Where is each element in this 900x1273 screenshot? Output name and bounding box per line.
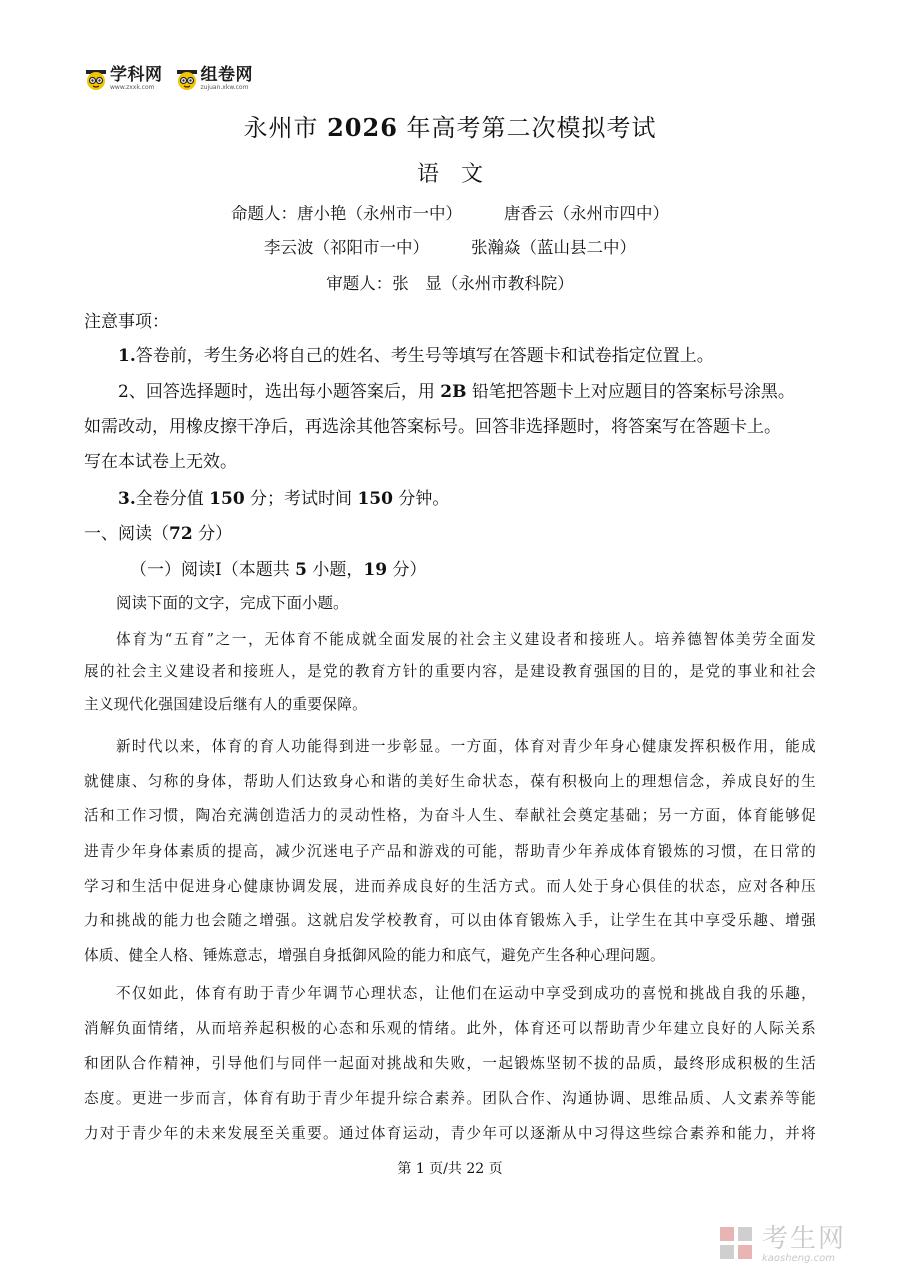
section-heading (84, 519, 232, 544)
total-time: 150 (357, 489, 393, 509)
passage-line: 力和挑战的能力也会随之增强。这就启发学校教育，可以由体育锻炼入手，让学生在其中享受乐趣、增强 (84, 912, 816, 929)
zxxk-logo-url: www.zxxk.com (110, 84, 155, 91)
notice-item-2-line-3: 写在本试卷上无效。 (84, 452, 237, 472)
notice-item-1-number: 1. (118, 346, 136, 366)
passage-line: 态度。更进一步而言，体育有助于青少年提升综合素养。团队合作、沟通协调、思维品质、人文素养等能 (84, 1090, 816, 1107)
watermark-url: kaosheng.com (762, 1252, 835, 1264)
notice-item-2 (118, 377, 795, 402)
notice-item-3-number: 3. (118, 489, 136, 509)
subsection-post: 分） (387, 560, 427, 580)
notice-item-1-text: 答卷前，考生务必将自己的姓名、考生号等填写在答题卡和试卷指定位置上。 (135, 346, 714, 366)
subsection-pre: （一）阅读Ⅰ（本题共 (130, 560, 296, 580)
mascot-face-icon (84, 67, 108, 91)
authors-label: 命题人： (231, 204, 297, 223)
subsection-mid: 小题， (306, 560, 364, 580)
author-1: 唐小艳（永州市一中） (297, 204, 462, 223)
notice-item-1 (118, 341, 714, 366)
authors-line-2 (0, 234, 900, 258)
passage-line: 学习和生活中促进身心健康协调发展，进而养成良好的生活方式。而人处于身心俱佳的状态，应对各种压 (84, 878, 816, 895)
passage-line: 新时代以来，体育的育人功能得到进一步彰显。一方面，体育对青少年身心健康发挥积极作用，能成 (116, 738, 816, 755)
subject-title: 语文 (416, 162, 505, 187)
notice-heading: 注意事项： (84, 312, 169, 332)
title-year: 2026 (327, 113, 398, 142)
zxxk-logo-name: 学科网 (110, 65, 163, 85)
page-number: 第 1 页/共 22 页 (397, 1161, 503, 1177)
zujuan-logo-url: zujuan.xkw.com (200, 84, 249, 91)
kaosheng-watermark (718, 1224, 888, 1264)
passage-line: 和团队合作精神，引导他们与同伴一起面对挑战和失败，一起锻炼坚韧不拔的品质，最终形成积极的生活 (84, 1055, 816, 1072)
section-score: 72 (169, 524, 193, 544)
notice-item-3 (118, 484, 449, 509)
watermark-name: 考生网 (762, 1223, 847, 1254)
authors-line-1 (0, 200, 900, 224)
notice-item-2-line-2: 如需改动，用橡皮擦干净后，再选涂其他答案标号。回答非选择题时，将答案写在答题卡上。 (84, 417, 781, 437)
section-heading-post: 分） (192, 524, 233, 544)
passage-line: 就健康、匀称的身体，帮助人们达致身心和谐的美好生命状态，葆有积极向上的理想信念，养成良好的生 (84, 773, 816, 790)
notice-item-2-post: 铅笔把答题卡上对应题目的答案标号涂黑。 (466, 382, 795, 402)
passage-line: 力对于青少年的未来发展至关重要。通过体育运动，青少年可以逐渐从中习得这些综合素养和能力，并将 (84, 1125, 816, 1142)
kaosheng-logo-icon (718, 1225, 756, 1263)
section-heading-pre: 一、阅读（ (84, 524, 169, 544)
zujuan-logo (175, 66, 254, 91)
passage-line: 不仅如此，体育有助于青少年调节心理状态，让他们在运动中享受到成功的喜悦和挑战自我的乐趣， (116, 985, 816, 1002)
passage-line: 体育为“五育”之一，无体育不能成就全面发展的社会主义建设者和接班人。培养德智体美劳全面发 (116, 631, 816, 648)
notice-item-3-c: 分钟。 (392, 489, 450, 509)
passage-line: 消解负面情绪，从而培养起积极的心态和乐观的情绪。此外，体育还可以帮助青少年建立良好的人际关系 (84, 1020, 816, 1037)
exam-title (0, 108, 900, 143)
logo-bar (84, 66, 253, 91)
title-prefix: 永州市 (243, 114, 328, 142)
zujuan-logo-name: 组卷网 (200, 65, 253, 85)
passage-line: 进青少年身体素质的提高，减少沉迷电子产品和游戏的可能，帮助青少年养成体育锻炼的习惯，在日常的 (84, 843, 816, 860)
author-3: 李云波（祁阳市一中） (264, 238, 429, 257)
author-2: 唐香云（永州市四中） (504, 204, 669, 223)
reviewer-line: 审题人：张 显（永州市教科院） (326, 274, 574, 293)
total-score: 150 (209, 489, 245, 509)
notice-item-3-a: 全卷分值 (135, 489, 210, 509)
notice-item-2-pre: 2、回答选择题时，选出每小题答案后，用 (118, 382, 441, 402)
passage-line: 主义现代化强国建设后继有人的重要保障。 (84, 696, 367, 713)
title-suffix: 年高考第二次模拟考试 (397, 114, 657, 142)
notice-item-2-bold: 2B (440, 382, 467, 402)
author-4: 张瀚焱（蓝山县二中） (471, 238, 636, 257)
passage-line: 展的社会主义建设者和接班人，是党的教育方针的重要内容，是建设教育强国的目的，是党的事业和社会 (84, 663, 816, 680)
notice-item-3-b: 分；考试时间 (244, 489, 358, 509)
subsection-score: 19 (363, 560, 388, 580)
reading-instruction: 阅读下面的文字，完成下面小题。 (116, 594, 349, 612)
passage-line: 活和工作习惯，陶冶充满创造活力的灵动性格，为奋斗人生、奉献社会奠定基础；另一方面，体育能够促 (84, 807, 816, 824)
subsection-count: 5 (295, 560, 307, 580)
mascot-face-icon (175, 67, 199, 91)
zxxk-logo (84, 66, 163, 91)
subsection-heading (130, 555, 426, 580)
passage-line: 体质、健全人格、锤炼意志，增强自身抵御风险的能力和底气，避免产生各种心理问题。 (84, 947, 665, 964)
